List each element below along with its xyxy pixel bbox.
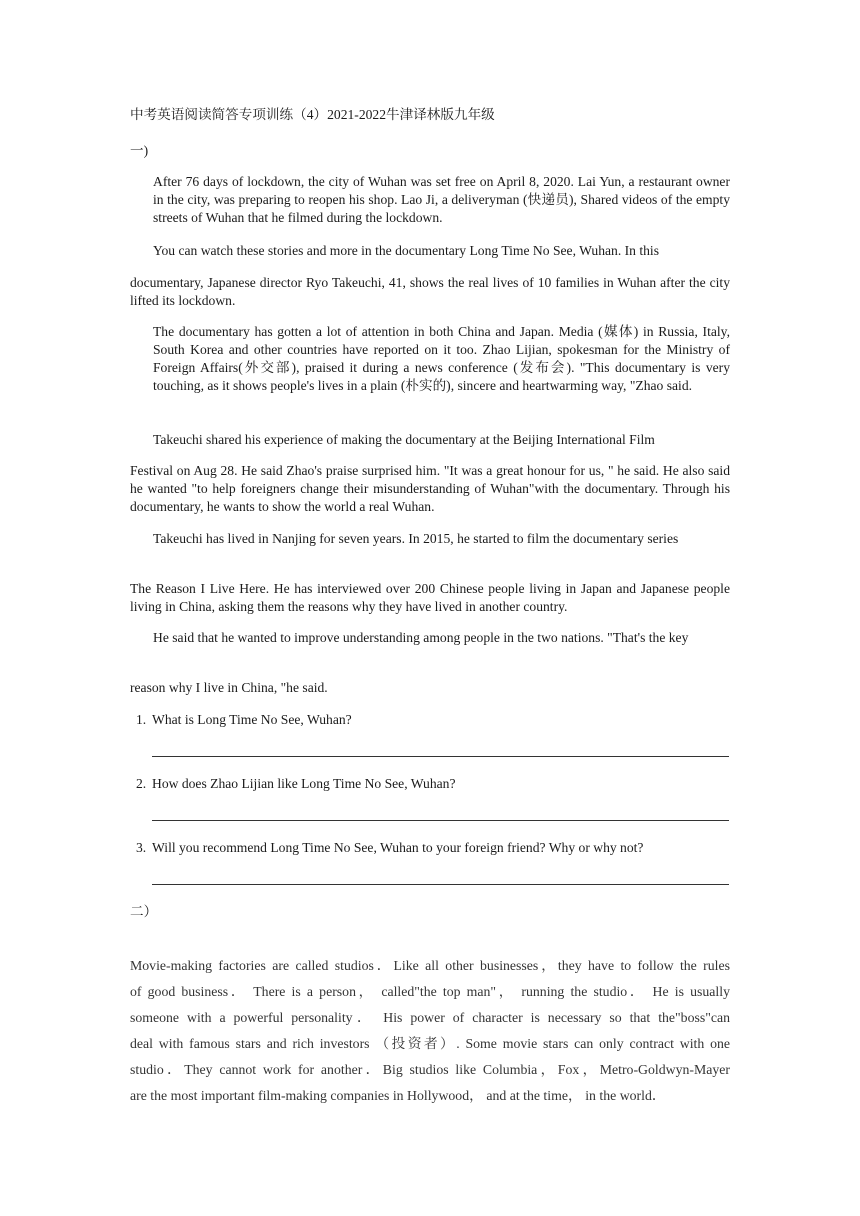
question-3-text: Will you recommend Long Time No See, Wuhan to your foreign friend? Why or why not? — [152, 840, 644, 855]
passage-line-2: of good business． There is a person， called"the top man"， running the studio． He is usually — [130, 984, 730, 999]
paragraph-3: The documentary has gotten a lot of attention in both China and Japan. Media (媒体) in Russia, Italy, South Korea and other countries have reported on it too. Zhao Lijian, spokesman for the Ministry of Foreign Affairs(外交部), praised it during a news conference (发布会). "This documentary is very touching, as it shows people's lives in a plain (朴实的), sincere and heartwarming way, "Zhao said. — [153, 324, 730, 393]
passage-line-5: studio．They cannot work for another．Big studios like Columbia，Fox，Metro-Goldwyn-Mayer — [130, 1062, 730, 1077]
question-3-number: 3. — [136, 840, 147, 855]
paragraph-2-continued: documentary, Japanese director Ryo Takeuchi, 41, shows the real lives of 10 families in Wuhan after the city lifted its lockdown. — [130, 275, 730, 308]
section-1-label: 一) — [130, 143, 149, 158]
answer-line-2[interactable] — [152, 820, 729, 821]
paragraph-6-continued: reason why I live in China, "he said. — [130, 680, 328, 695]
question-1-number: 1. — [136, 712, 147, 727]
paragraph-4-continued: Festival on Aug 28. He said Zhao's praise surprised him. "It was a great honour for us, " he said. He also said he wanted "to help foreigners change their misunderstanding of Wuhan"with the documentary. Through his documentary, he wants to show the world a real Wuhan. — [130, 463, 730, 514]
paragraph-2-first-line: You can watch these stories and more in the documentary Long Time No See, Wuhan. In this — [153, 243, 659, 258]
paragraph-5-continued: The Reason I Live Here. He has interviewed over 200 Chinese people living in Japan and Japanese people living in China, asking them the reasons why they have lived in another country. — [130, 581, 730, 614]
answer-line-1[interactable] — [152, 756, 729, 757]
answer-line-3[interactable] — [152, 884, 729, 885]
paragraph-5-first-part: Takeuchi has lived in Nanjing for seven years. In 2015, he started to film the documentary series — [153, 531, 679, 546]
question-1-text: What is Long Time No See, Wuhan? — [152, 712, 352, 727]
passage-line-1: Movie-making factories are called studios．Like all other businesses，they have to follow the rules — [130, 958, 730, 973]
passage-line-3: someone with a powerful personality． His power of character is necessary so that the"boss"can — [130, 1010, 730, 1025]
paragraph-4-first-line: Takeuchi shared his experience of making the documentary at the Beijing International Film — [153, 432, 655, 447]
question-2-number: 2. — [136, 776, 147, 791]
passage-line-6: are the most important film-making companies in Hollywood， and at the time， in the world． — [130, 1088, 666, 1103]
section-2-passage — [130, 953, 730, 1109]
paragraph-1: After 76 days of lockdown, the city of Wuhan was set free on April 8, 2020. Lai Yun, a restaurant owner in the city, was preparing to reopen his shop. Lao Ji, a deliveryman (快递员), Shared videos of the empty streets of Wuhan that he filmed during the lockdown. — [153, 174, 730, 225]
question-2-text: How does Zhao Lijian like Long Time No See, Wuhan? — [152, 776, 456, 791]
passage-line-4: deal with famous stars and rich investors （投资者）. Some movie stars can only contract with one — [130, 1036, 730, 1051]
paragraph-6-first-part: He said that he wanted to improve understanding among people in the two nations. "That's the key — [153, 630, 689, 645]
section-2-label: 二） — [130, 904, 158, 919]
worksheet-title: 中考英语阅读简答专项训练（4）2021-2022牛津译林版九年级 — [130, 107, 495, 122]
